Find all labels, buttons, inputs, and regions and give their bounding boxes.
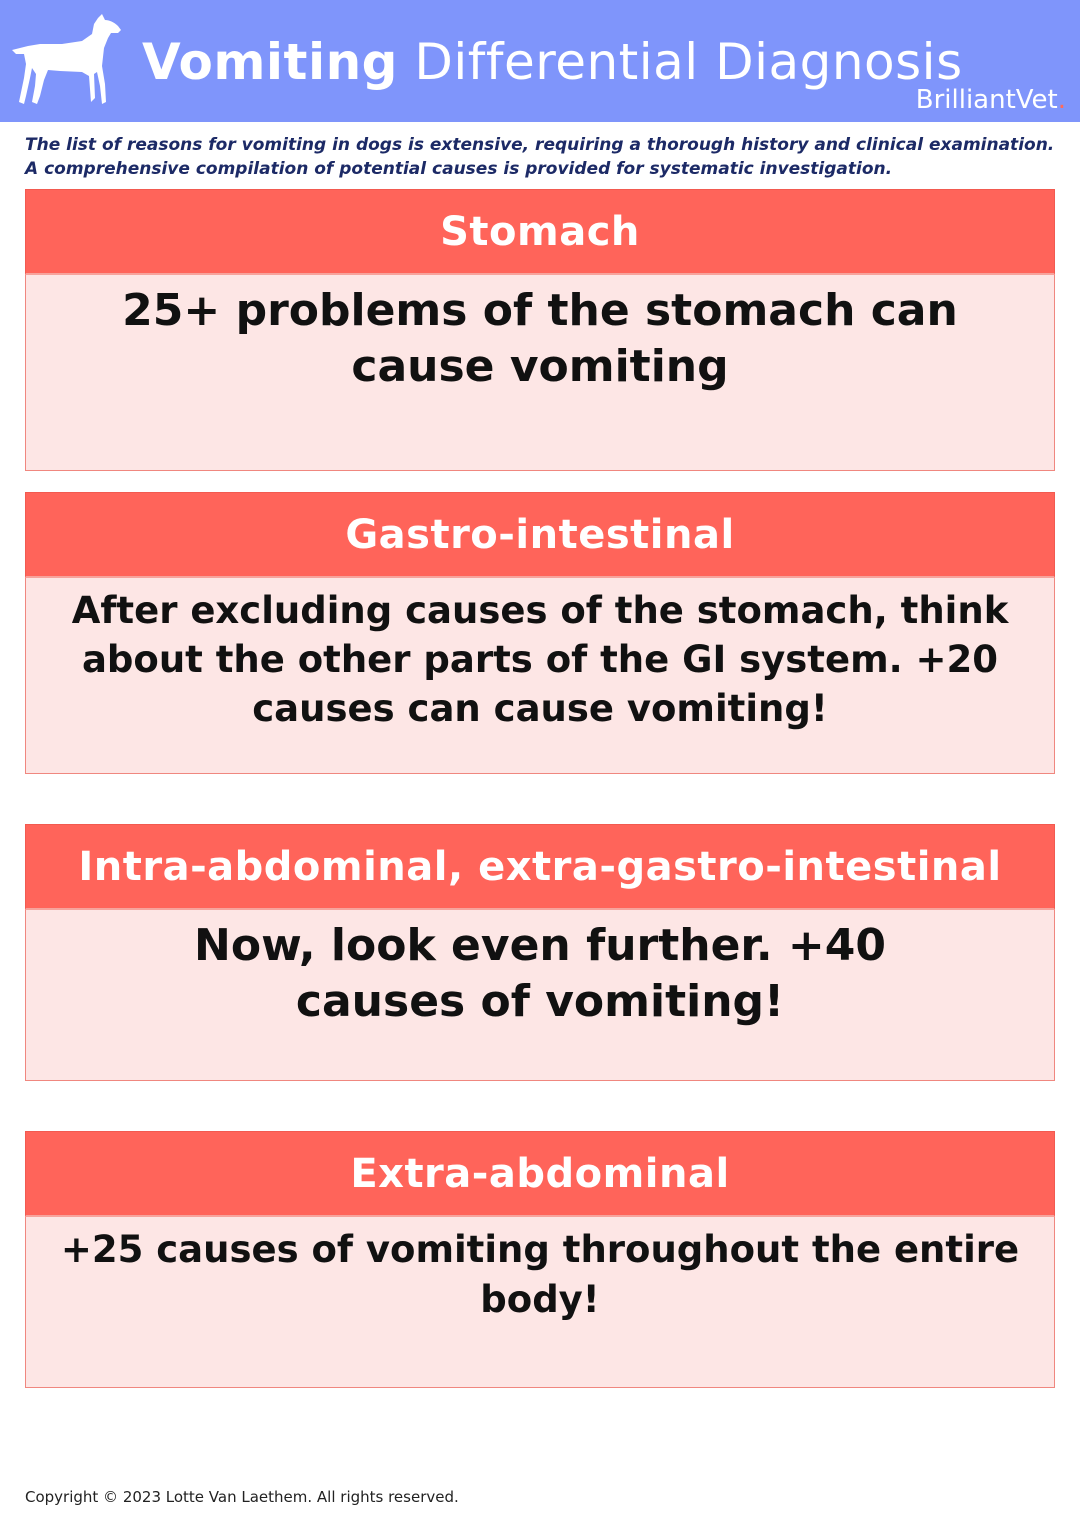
section-title: Gastro-intestinal [25, 492, 1055, 578]
section-body: +25 causes of vomiting throughout the entire body! [25, 1217, 1055, 1388]
section-title: Extra-abdominal [25, 1131, 1055, 1217]
section-card-gastro-intestinal [25, 492, 1055, 774]
title-rest: Differential Diagnosis [414, 33, 963, 91]
brand-dot: . [1057, 85, 1066, 115]
page-title [142, 30, 963, 94]
section-card-extra-abdominal [25, 1131, 1055, 1388]
title-bold: Vomiting [142, 33, 398, 91]
intro-text: The list of reasons for vomiting in dogs is extensive, requiring a thorough history and clinical examination. A comprehensive compilation of potential causes is provided for systematic investigation. [25, 135, 1055, 179]
section-card-stomach [25, 189, 1055, 471]
section-title: Intra-abdominal, extra-gastro-intestinal [25, 824, 1055, 910]
section-body: After excluding causes of the stomach, think about the other parts of the GI system. +20 causes can cause vomiting! [25, 578, 1055, 774]
brand-logo [916, 84, 1066, 116]
section-title: Stomach [25, 189, 1055, 275]
brand-name: BrilliantVet [915, 85, 1058, 115]
copyright-notice: Copyright © 2023 Lotte Van Laethem. All rights reserved. [25, 1488, 459, 1506]
header-banner [0, 0, 1080, 122]
section-body: Now, look even further. +40 causes of vomiting! [25, 910, 1055, 1081]
dog-silhouette-icon [10, 14, 122, 106]
section-body: 25+ problems of the stomach can cause vomiting [25, 275, 1055, 471]
section-card-intra-abdominal [25, 824, 1055, 1081]
